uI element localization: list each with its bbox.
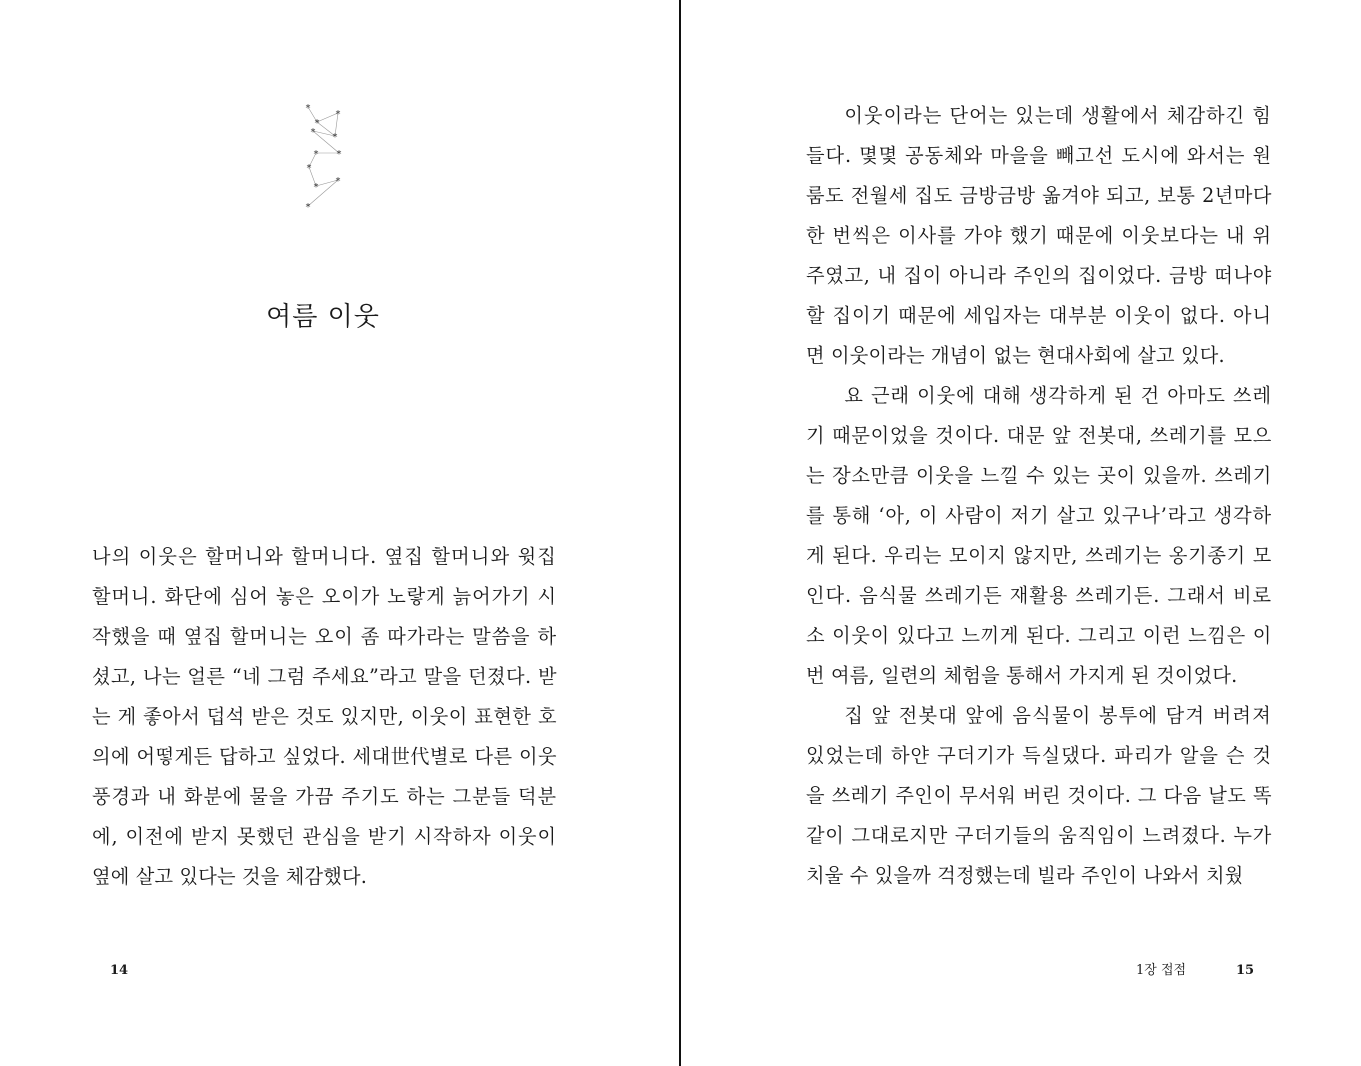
page-number-left: 14 [110,963,129,978]
text-line: 할 집이기 때문에 세입자는 대부분 이웃이 없다. 아니 [806,304,1272,327]
text-line: 룸도 전월세 집도 금방금방 옮겨야 되고, 보통 2년마다 [806,184,1272,207]
text-line: 을 쓰레기 주인이 무서워 버린 것이다. 그 다음 날도 똑 [806,784,1272,807]
text-line: 같이 그대로지만 구더기들의 움직임이 느려졌다. 누가 [806,824,1272,847]
svg-text:*: * [335,109,341,120]
constellation-icon [295,100,355,215]
svg-text:*: * [335,176,341,187]
right-body-text [806,96,1272,896]
text-line: 있었는데 하얀 구더기가 득실댔다. 파리가 알을 슨 것 [806,744,1272,767]
text-line: 소 이웃이 있다고 느끼게 된다. 그리고 이런 느낌은 이 [806,624,1272,647]
text-line: 요 근래 이웃에 대해 생각하게 된 건 아마도 쓰레 [844,384,1272,407]
left-body-text [92,537,557,897]
svg-text:*: * [305,103,311,114]
svg-text:*: * [310,127,316,138]
text-line: 집 앞 전봇대 앞에 음식물이 봉투에 담겨 버려져 [844,704,1272,727]
svg-text:*: * [332,132,338,143]
text-line: 치울 수 있을까 걱정했는데 빌라 주인이 나와서 치웠 [806,864,1244,887]
text-line: 에, 이전에 받지 못했던 관심을 받기 시작하자 이웃이 [92,825,557,848]
text-line: 는 게 좋아서 덥석 받은 것도 있지만, 이웃이 표현한 호 [92,705,557,728]
text-line: 이웃이라는 단어는 있는데 생활에서 체감하긴 힘 [844,104,1272,127]
text-line: 주였고, 내 집이 아니라 주인의 집이었다. 금방 떠나야 [806,264,1272,287]
text-line: 를 통해 ‘아, 이 사람이 저기 살고 있구나’라고 생각하 [806,504,1272,527]
text-line: 나의 이웃은 할머니와 할머니다. 옆집 할머니와 윗집 [92,545,557,568]
text-line: 한 번씩은 이사를 가야 했기 때문에 이웃보다는 내 위 [806,224,1272,247]
running-head: 1장 접점 [1136,963,1187,978]
svg-text:*: * [305,202,311,213]
chapter-title: 여름 이웃 [266,302,380,332]
text-line: 옆에 살고 있다는 것을 체감했다. [92,865,368,888]
text-line: 셨고, 나는 얼른 “네 그럼 주세요”라고 말을 던졌다. 받 [92,665,557,688]
text-line: 풍경과 내 화분에 물을 가끔 주기도 하는 그분들 덕분 [92,785,557,808]
right-page [681,0,1361,1066]
svg-text:*: * [313,149,319,160]
text-line: 게 된다. 우리는 모이지 않지만, 쓰레기는 옹기종기 모 [806,544,1272,567]
text-line: 할머니. 화단에 심어 놓은 오이가 노랗게 늙어가기 시 [92,585,557,608]
text-line: 들다. 몇몇 공동체와 마을을 빼고선 도시에 와서는 원 [806,144,1272,167]
page-number-right: 15 [1236,963,1255,978]
text-line: 는 장소만큼 이웃을 느낄 수 있는 곳이 있을까. 쓰레기 [806,464,1272,487]
text-line: 인다. 음식물 쓰레기든 재활용 쓰레기든. 그래서 비로 [806,584,1272,607]
svg-text:*: * [314,118,320,129]
text-line: 번 여름, 일련의 체험을 통해서 가지게 된 것이었다. [806,664,1238,687]
svg-text:*: * [336,149,342,160]
text-line: 면 이웃이라는 개념이 없는 현대사회에 살고 있다. [806,344,1225,367]
text-line: 기 때문이었을 것이다. 대문 앞 전봇대, 쓰레기를 모으 [806,424,1272,447]
left-page [0,0,679,1066]
text-line: 의에 어떻게든 답하고 싶었다. 세대世代별로 다른 이웃 [92,745,557,768]
svg-text:*: * [306,163,312,174]
svg-text:*: * [313,182,319,193]
text-line: 작했을 때 옆집 할머니는 오이 좀 따가라는 말씀을 하 [92,625,557,648]
